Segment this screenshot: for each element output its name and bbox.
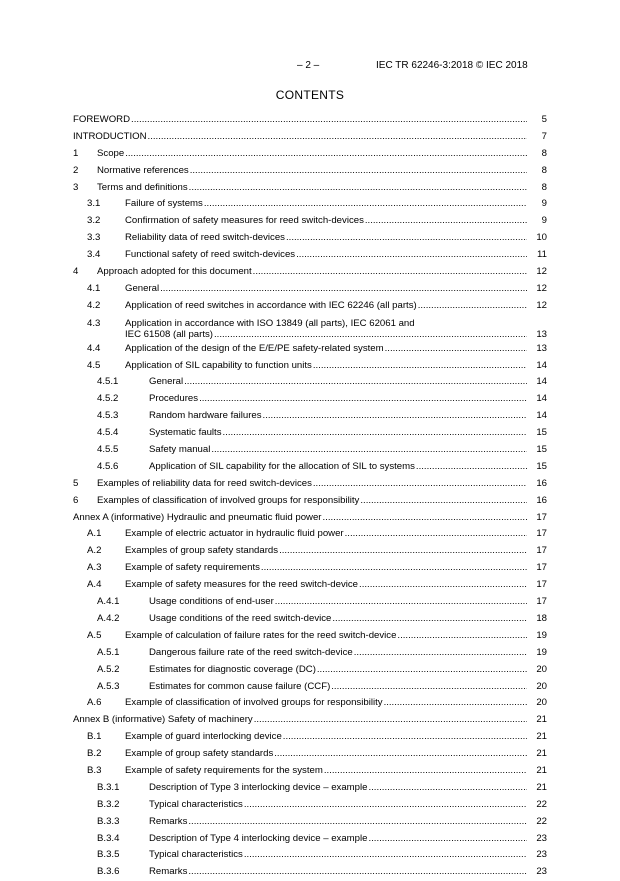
toc-entry-page: 21: [536, 714, 547, 726]
toc-entry[interactable]: [73, 526, 547, 543]
toc-entry-label: Typical characteristics: [149, 849, 243, 861]
dot-leader: [295, 247, 527, 264]
toc-entry-label: Dangerous failure rate of the reed switch-device: [149, 646, 353, 658]
toc-entry-number: A.5: [87, 629, 102, 641]
toc-entry-title: [149, 459, 527, 476]
toc-entry-label: Typical characteristics: [149, 798, 243, 810]
toc-entry-label: Confirmation of safety measures for reed switch-devices: [125, 215, 364, 227]
toc-entry-label: Application of SIL capability to function units: [125, 359, 312, 371]
toc-entry-title: [73, 112, 527, 129]
toc-entry-title: [125, 281, 527, 298]
toc-entry-page: 17: [536, 579, 547, 591]
toc-entry-title: [149, 408, 527, 425]
toc-entry-title: [149, 425, 527, 442]
toc-entry-page: 19: [536, 646, 547, 658]
toc-entry-label: Description of Type 4 interlocking device – example: [149, 832, 368, 844]
toc-entry-number: 2: [73, 164, 79, 176]
toc-entry-label: Random hardware failures: [149, 410, 262, 422]
dot-leader: [358, 577, 527, 594]
dot-leader: [367, 831, 527, 848]
toc-entry-number: A.3: [87, 562, 102, 574]
toc-entry-page: 14: [536, 359, 547, 371]
toc-entry[interactable]: [73, 230, 547, 247]
dot-leader: [147, 129, 527, 146]
toc-entry-title: [125, 543, 527, 560]
toc-entry-label: Examples of reliability data for reed switch-devices: [97, 477, 312, 489]
toc-entry-page: 11: [537, 249, 547, 261]
toc-entry[interactable]: [73, 129, 547, 146]
dot-leader: [383, 695, 527, 712]
page-header: [0, 60, 620, 74]
dot-leader: [415, 459, 527, 476]
toc-entry-label: Example of calculation of failure rates for the reed switch-device: [125, 629, 397, 641]
toc-entry-number: A.5.1: [97, 646, 120, 658]
toc-entry[interactable]: [73, 374, 547, 391]
toc-entry-label: INTRODUCTION: [73, 130, 147, 142]
toc-entry-number: 4.2: [87, 299, 101, 311]
toc-entry[interactable]: [73, 814, 547, 831]
toc-entry[interactable]: [73, 163, 547, 180]
toc-entry[interactable]: [73, 281, 547, 298]
dot-leader: [187, 814, 527, 831]
toc-entry-label: Example of safety requirements for the system: [125, 764, 323, 776]
toc-entry[interactable]: [73, 695, 547, 712]
toc-entry-title: [97, 264, 527, 281]
toc-entry-label: General: [149, 376, 184, 388]
toc-entry-title: [125, 318, 527, 340]
toc-entry-number: B.3.5: [97, 849, 120, 861]
toc-entry-page: 12: [536, 266, 547, 278]
dot-leader: [222, 425, 527, 442]
toc-entry[interactable]: [73, 180, 547, 197]
dot-leader: [260, 560, 527, 577]
toc-entry[interactable]: [73, 729, 547, 746]
toc-entry[interactable]: [73, 577, 547, 594]
toc-entry-page: 13: [536, 342, 547, 354]
toc-entry-title: [149, 662, 527, 679]
toc-entry-title: [149, 594, 527, 611]
toc-entry-title: [125, 729, 527, 746]
toc-entry-title: [125, 577, 527, 594]
toc-entry[interactable]: [73, 112, 547, 129]
dot-leader: [124, 146, 527, 163]
toc-entry-page: 17: [536, 562, 547, 574]
toc-entry-page: 10: [536, 232, 547, 244]
toc-entry[interactable]: [73, 264, 547, 281]
dot-leader: [210, 442, 527, 459]
toc-entry[interactable]: [73, 864, 547, 881]
toc-entry[interactable]: [73, 408, 547, 425]
toc-entry-label: Example of classification of involved groups for responsibility: [125, 697, 383, 709]
dot-leader: [278, 543, 527, 560]
toc-entry-page: 9: [541, 198, 547, 210]
toc-entry-title: [125, 196, 527, 213]
table-of-contents: [73, 112, 547, 881]
toc-entry-number: 1: [73, 147, 79, 159]
toc-entry-number: B.3: [87, 764, 102, 776]
toc-entry-number: 3.2: [87, 215, 101, 227]
dot-leader: [274, 594, 527, 611]
toc-entry-number: 3: [73, 181, 79, 193]
toc-entry-title: [125, 341, 527, 358]
contents-title: CONTENTS: [275, 88, 345, 102]
toc-entry[interactable]: [73, 560, 547, 577]
toc-entry-label: Remarks: [149, 815, 188, 827]
toc-entry-title: [149, 797, 527, 814]
toc-entry-title: [149, 442, 527, 459]
toc-entry[interactable]: [73, 196, 547, 213]
toc-entry-page: 15: [536, 444, 547, 456]
toc-entry-page: 19: [536, 629, 547, 641]
dot-leader: [198, 391, 527, 408]
toc-entry-page: 20: [536, 680, 547, 692]
toc-entry-page: 16: [536, 477, 547, 489]
toc-entry-label: Application in accordance with ISO 13849 (all parts), IEC 62061 and: [125, 317, 415, 329]
dot-leader: [203, 196, 527, 213]
dot-leader: [188, 180, 527, 197]
toc-entry[interactable]: [73, 358, 547, 375]
dot-leader: [353, 645, 527, 662]
toc-entry-page: 18: [536, 612, 547, 624]
toc-entry-title: [125, 526, 527, 543]
toc-entry-number: 3.4: [87, 249, 101, 261]
toc-entry-label: Functional safety of reed switch-devices: [125, 249, 296, 261]
toc-entry-page: 20: [536, 663, 547, 675]
toc-entry-label: Application of the design of the E/E/PE safety-related system: [125, 342, 384, 354]
toc-entry-label: Example of safety measures for the reed switch-device: [125, 579, 359, 591]
toc-entry-number: A.5.2: [97, 663, 120, 675]
toc-entry-page: 21: [536, 731, 547, 743]
toc-entry[interactable]: [73, 847, 547, 864]
dot-leader: [282, 729, 527, 746]
dot-leader: [252, 264, 527, 281]
toc-entry[interactable]: [73, 628, 547, 645]
toc-entry-number: 4.1: [87, 282, 101, 294]
toc-entry-label: Annex B (informative) Safety of machinery: [73, 714, 253, 726]
toc-entry-title: [97, 163, 527, 180]
toc-entry-number: B.3.3: [97, 815, 120, 827]
toc-entry[interactable]: [73, 213, 547, 230]
toc-entry-number: A.4: [87, 579, 102, 591]
toc-entry-page: 15: [536, 460, 547, 472]
dot-leader: [396, 628, 527, 645]
toc-entry-page: 22: [536, 815, 547, 827]
dot-leader: [367, 780, 527, 797]
dot-leader: [183, 374, 527, 391]
toc-entry-label: Remarks: [149, 866, 188, 878]
toc-entry-label: Scope: [97, 147, 125, 159]
toc-entry-number: 4: [73, 266, 79, 278]
toc-entry-page: 20: [536, 697, 547, 709]
toc-entry-number: 4.5.1: [97, 376, 119, 388]
dot-leader: [130, 112, 527, 129]
toc-entry-title: [149, 864, 527, 881]
toc-entry[interactable]: [73, 780, 547, 797]
dot-leader: [243, 847, 527, 864]
toc-entry-label: Approach adopted for this document: [97, 266, 252, 278]
toc-entry[interactable]: [73, 476, 547, 493]
toc-entry[interactable]: [73, 797, 547, 814]
toc-entry-number: A.1: [87, 528, 102, 540]
toc-entry-title: [125, 230, 527, 247]
toc-entry-title: [125, 298, 527, 315]
toc-entry-title: [97, 146, 527, 163]
toc-entry[interactable]: [73, 510, 547, 527]
toc-entry-label: Examples of group safety standards: [125, 545, 279, 557]
toc-entry-page: 8: [541, 164, 547, 176]
dot-leader: [417, 298, 527, 315]
dot-leader: [159, 281, 527, 298]
toc-entry-number: A.4.2: [97, 612, 120, 624]
toc-entry-page: 14: [536, 410, 547, 422]
toc-entry-title: [149, 780, 527, 797]
toc-entry-label: Usage conditions of the reed switch-device: [149, 612, 332, 624]
toc-entry-title: [125, 695, 527, 712]
toc-entry-label: Examples of classification of involved groups for responsibility: [97, 494, 360, 506]
toc-entry-page: 12: [536, 282, 547, 294]
toc-entry[interactable]: [73, 594, 547, 611]
toc-entry-number: B.2: [87, 748, 102, 760]
toc-entry[interactable]: [73, 679, 547, 696]
toc-entry-title: [125, 247, 527, 264]
toc-entry-page: 15: [536, 427, 547, 439]
toc-entry-page: 21: [536, 748, 547, 760]
dot-leader: [364, 213, 527, 230]
toc-entry-number: A.4.1: [97, 596, 120, 608]
toc-entry-number: A.2: [87, 545, 102, 557]
toc-entry-number: B.1: [87, 731, 102, 743]
toc-entry-label: Example of group safety standards: [125, 748, 274, 760]
toc-entry[interactable]: [73, 146, 547, 163]
toc-entry-page: 7: [541, 130, 547, 142]
toc-entry-title: [73, 712, 527, 729]
toc-entry-label: Estimates for common cause failure (CCF): [149, 680, 331, 692]
toc-entry[interactable]: [73, 247, 547, 264]
toc-entry-title: [125, 213, 527, 230]
toc-entry-label: Failure of systems: [125, 198, 203, 210]
toc-entry-page: 23: [536, 866, 547, 878]
toc-entry-page: 21: [536, 781, 547, 793]
toc-entry-title: [125, 358, 527, 375]
toc-entry-label: Description of Type 3 interlocking device – example: [149, 781, 368, 793]
dot-leader: [189, 163, 527, 180]
toc-entry-label-continued: IEC 61508 (all parts): [125, 328, 213, 340]
toc-entry-title: [149, 645, 527, 662]
toc-entry-number: 3.1: [87, 198, 101, 210]
toc-entry-label: Annex A (informative) Hydraulic and pneumatic fluid power: [73, 511, 322, 523]
dot-leader: [273, 746, 527, 763]
toc-entry-label: Estimates for diagnostic coverage (DC): [149, 663, 316, 675]
toc-entry-page: 9: [541, 215, 547, 227]
toc-entry-page: 12: [536, 299, 547, 311]
toc-entry-label: Application of reed switches in accordance with IEC 62246 (all parts): [125, 299, 417, 311]
toc-entry-title: [73, 129, 527, 146]
dot-leader: [330, 679, 527, 696]
toc-entry-number: B.3.4: [97, 832, 120, 844]
toc-entry-page: 23: [536, 849, 547, 861]
toc-entry-number: 4.4: [87, 342, 101, 354]
toc-entry-page: 23: [536, 832, 547, 844]
dot-leader: [316, 662, 527, 679]
toc-entry-label: Example of safety requirements: [125, 562, 260, 574]
toc-entry[interactable]: [73, 391, 547, 408]
toc-entry-number: B.3.2: [97, 798, 120, 810]
toc-entry-number: 4.5.6: [97, 460, 119, 472]
toc-entry-page: 14: [536, 393, 547, 405]
toc-entry-title: [149, 847, 527, 864]
dot-leader: [187, 864, 527, 881]
toc-entry-page: 13: [536, 328, 547, 340]
toc-entry-number: 4.5.3: [97, 410, 119, 422]
toc-entry-label: Reliability data of reed switch-devices: [125, 232, 285, 244]
toc-entry-title: [125, 746, 527, 763]
toc-entry-page: 17: [536, 596, 547, 608]
toc-entry[interactable]: [73, 831, 547, 848]
toc-entry-number: 5: [73, 477, 79, 489]
toc-entry-title: [149, 391, 527, 408]
toc-entry-number: B.3.6: [97, 866, 120, 878]
toc-entry[interactable]: [73, 459, 547, 476]
dot-leader: [312, 358, 527, 375]
dot-leader: [322, 510, 528, 527]
toc-entry-number: 4.5.4: [97, 427, 119, 439]
toc-entry-title: [97, 180, 527, 197]
toc-entry-label: General: [125, 282, 160, 294]
toc-entry-title: [149, 679, 527, 696]
toc-entry-label: Terms and definitions: [97, 181, 188, 193]
toc-entry[interactable]: [73, 315, 547, 341]
toc-entry[interactable]: [73, 543, 547, 560]
toc-entry-title: [125, 560, 527, 577]
dot-leader: [331, 611, 527, 628]
toc-entry-label: Application of SIL capability for the allocation of SIL to systems: [149, 460, 415, 472]
toc-entry-number: B.3.1: [97, 781, 120, 793]
toc-entry[interactable]: [73, 298, 547, 315]
toc-entry-label: FOREWORD: [73, 114, 131, 125]
toc-entry-number: 4.3: [87, 317, 101, 329]
toc-entry-label: Procedures: [149, 393, 199, 405]
toc-entry-title: [149, 374, 527, 391]
document-reference: IEC TR 62246-3:2018 © IEC 2018: [376, 60, 528, 71]
toc-entry-page: 17: [536, 511, 547, 523]
toc-entry-page: 5: [541, 114, 547, 125]
toc-entry[interactable]: [73, 645, 547, 662]
toc-entry-page: 16: [536, 494, 547, 506]
dot-leader: [262, 408, 527, 425]
toc-entry-title: [149, 814, 527, 831]
toc-entry-number: 4.5.2: [97, 393, 119, 405]
toc-entry-label: Systematic faults: [149, 427, 222, 439]
toc-entry[interactable]: [73, 611, 547, 628]
dot-leader: [344, 526, 527, 543]
toc-entry-label: Normative references: [97, 164, 189, 176]
dot-leader: [359, 493, 527, 510]
toc-entry-label: Safety manual: [149, 444, 211, 456]
toc-entry-title: [97, 493, 527, 510]
toc-entry[interactable]: [73, 442, 547, 459]
toc-entry[interactable]: [73, 746, 547, 763]
toc-entry-page: 8: [541, 147, 547, 159]
toc-entry-page: 21: [536, 764, 547, 776]
dot-leader: [323, 763, 527, 780]
toc-entry-number: 3.3: [87, 232, 101, 244]
dot-leader: [312, 476, 527, 493]
toc-entry-title: [149, 831, 527, 848]
toc-entry-page: 8: [541, 181, 547, 193]
toc-entry-page: 22: [536, 798, 547, 810]
dot-leader: [384, 341, 527, 358]
toc-entry-label: Example of guard interlocking device: [125, 731, 282, 743]
toc-entry-number: A.6: [87, 697, 102, 709]
toc-entry-label: Usage conditions of end-user: [149, 596, 274, 608]
dot-leader: [213, 329, 527, 340]
page-number: – 2 –: [297, 60, 320, 71]
toc-entry-page: 17: [536, 545, 547, 557]
dot-leader: [243, 797, 527, 814]
toc-entry-title: [97, 476, 527, 493]
toc-entry[interactable]: [73, 425, 547, 442]
dot-leader: [285, 230, 527, 247]
toc-entry-number: A.5.3: [97, 680, 120, 692]
toc-entry[interactable]: [73, 712, 547, 729]
toc-entry-number: 4.5.5: [97, 444, 119, 456]
toc-entry-number: 4.5: [87, 359, 101, 371]
toc-entry[interactable]: [73, 763, 547, 780]
toc-entry-title: [125, 763, 527, 780]
toc-entry[interactable]: [73, 493, 547, 510]
toc-entry-page: 17: [536, 528, 547, 540]
toc-entry-title: [73, 510, 527, 527]
toc-entry-title: [149, 611, 527, 628]
toc-entry[interactable]: [73, 341, 547, 358]
toc-entry-label: Example of electric actuator in hydraulic fluid power: [125, 528, 344, 540]
toc-entry-title: [125, 628, 527, 645]
toc-entry[interactable]: [73, 662, 547, 679]
dot-leader: [253, 712, 527, 729]
toc-entry-number: 6: [73, 494, 79, 506]
toc-entry-page: 14: [536, 376, 547, 388]
